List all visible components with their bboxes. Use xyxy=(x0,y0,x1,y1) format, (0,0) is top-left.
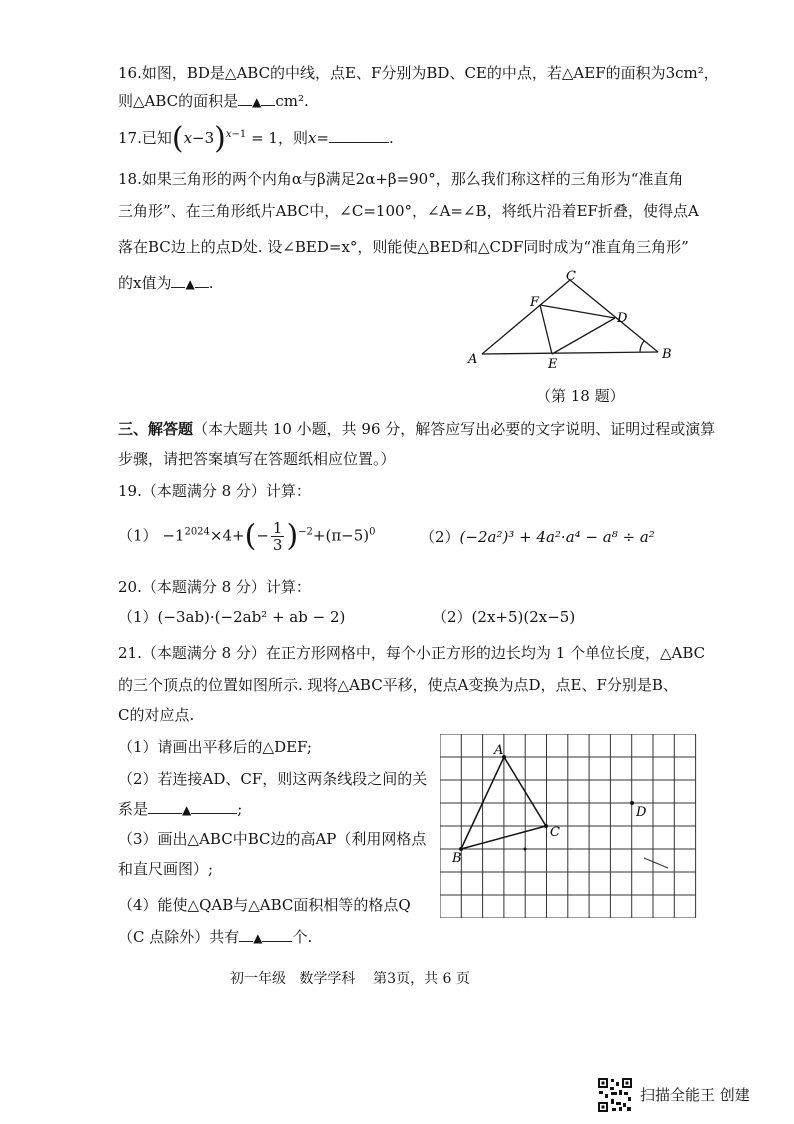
q19-p2-label: （2） xyxy=(420,528,460,546)
q21-line3: C的对应点. xyxy=(118,706,195,724)
q19-p1-exp2: −2 xyxy=(298,526,313,538)
segment-ed xyxy=(552,318,615,354)
q21-s4b-pre: （C 点除外）共有 xyxy=(118,928,240,946)
section3-line1 xyxy=(118,418,715,440)
q16-line1: 16.如图，BD是△ABC的中线，点E、F分别为BD、CE的中点，若△AEF的面积为3cm²， xyxy=(118,64,719,82)
q19-p1-exp: 2024 xyxy=(184,526,210,538)
q19-p2-expr: (−2a²)³ + 4a²·a⁴ − a⁸ ÷ a² xyxy=(459,528,655,546)
q20-part2: （2）(2x+5)(2x−5) xyxy=(432,608,576,626)
grid-label-a: A xyxy=(494,743,504,758)
answer-mark: ▲ xyxy=(185,277,195,291)
grid-label-d: D xyxy=(636,805,647,820)
fold-ef xyxy=(540,305,552,354)
q18-line2: 三角形”、在三角形纸片ABC中，∠C=100°，∠A=∠B，将纸片沿着EF折叠，使得点A xyxy=(118,202,699,220)
label-b: B xyxy=(662,347,672,362)
edge-ab xyxy=(482,352,658,354)
answer-mark: ▲ xyxy=(252,95,262,109)
q19-frac-den: 3 xyxy=(272,536,283,554)
angle-b-arc xyxy=(640,341,644,352)
point-d xyxy=(630,801,634,805)
label-c: C xyxy=(566,269,576,284)
q20-header: 20.（本题满分 8 分）计算： xyxy=(118,578,311,596)
q19-header: 19.（本题满分 8 分）计算： xyxy=(118,482,311,500)
q21-sub3b: 和直尺画图）; xyxy=(118,860,214,878)
q21-sub4b xyxy=(118,926,312,949)
grid-label-b: B xyxy=(452,851,462,866)
label-a: A xyxy=(468,352,478,367)
q20-part1: （1）(−3ab)·(−2ab² + ab − 2) xyxy=(118,608,346,626)
q16-line2-pre: 则△ABC的面积是 xyxy=(118,92,239,110)
q18-line1: 18.如果三角形的两个内角α与β满足2α+β=90°，那么我们称这样的三角形为“准直角 xyxy=(118,170,684,188)
footer-grade: 初一年级 xyxy=(230,971,286,987)
q21-grid-figure xyxy=(440,734,700,918)
section3-line2: 步骤，请把答案填写在答题纸相应位置。） xyxy=(118,450,396,468)
q17-post: = xyxy=(316,129,329,147)
q18-line4: 的x值为 ▲ . xyxy=(118,274,214,292)
label-e: E xyxy=(548,357,558,372)
answer-mark: ▲ xyxy=(182,803,192,817)
q21-s2b-pre: 系是 xyxy=(118,800,149,818)
grid-label-c: C xyxy=(550,825,560,840)
q18-figure xyxy=(460,268,690,378)
q21-sub3a: （3）画出△ABC中BC边的高AP（利用网格点 xyxy=(118,830,427,848)
q21-line2: 的三个顶点的位置如图所示. 现将△ABC平移，使点A变换为点D，点E、F分别是B、 xyxy=(118,676,678,694)
scanner-watermark: 扫描全能王 创建 xyxy=(640,1086,750,1104)
q19-p1-exp3: 0 xyxy=(369,526,376,538)
q19-p1-label: （1） xyxy=(118,526,158,545)
q19-frac-num: 1 xyxy=(272,519,283,537)
q21-sub4a: （4）能使△QAB与△ABC面积相等的格点Q xyxy=(118,896,411,914)
q18-line3: 落在BC边上的点D处. 设∠BED=x°，则能使△BED和△CDF同时成为“准直角三角形” xyxy=(118,238,689,256)
edge-ac xyxy=(482,280,570,354)
q21-sub2a: （2）若连接AD、CF，则这两条线段之间的关 xyxy=(118,770,428,788)
answer-mark: ▲ xyxy=(253,931,263,945)
q16-line2 xyxy=(118,90,309,113)
q18-caption: （第 18 题） xyxy=(536,387,625,405)
label-f: F xyxy=(530,295,540,310)
q21-line1: 21.（本题满分 8 分）在正方形网格中，每个小正方形的边长均为 1 个单位长度，△ABC xyxy=(118,644,706,662)
label-d: D xyxy=(617,311,628,326)
point-c xyxy=(544,824,548,828)
q18-line4-pre: 的x值为 xyxy=(118,274,172,292)
q19-part1: $(1) -1^{2024}\times 4+(-$ $\frac{1}{3}$ )$^{-2}+(\pi-5)^0$ xyxy=(118,518,376,554)
q17-eq: = 1，则 xyxy=(251,129,308,147)
q21-sub1: （1）请画出平移后的△DEF; xyxy=(118,738,312,756)
section3-heading: 三、解答题 xyxy=(118,420,194,438)
q17-line: 17.已知$(x-3)^{x-1} = 1$，则x= . xyxy=(118,121,394,156)
q19-p1-c: +(π−5) xyxy=(312,526,370,545)
q19-p1-b: ×4+ xyxy=(209,526,245,545)
q21-s4b-post: 个. xyxy=(292,928,313,946)
q19-p1-a: −1 xyxy=(162,526,185,545)
q17-pre: 17.已知 xyxy=(118,129,172,147)
q19-part2 xyxy=(420,526,655,548)
footer-subject: 数学学科 xyxy=(299,971,356,987)
grid-dot xyxy=(524,848,527,851)
qr-code-icon xyxy=(597,1077,633,1113)
page-footer xyxy=(230,968,470,988)
q16-line2-post: cm². xyxy=(275,92,309,110)
edge-cb xyxy=(570,280,658,352)
q21-sub2b: 系是 ▲ ; xyxy=(118,800,243,818)
q17-var: x xyxy=(307,129,317,147)
footer-page: 第3页，共 6 页 xyxy=(373,971,470,987)
pencil-mark xyxy=(644,858,668,868)
section3-desc: （本大题共 10 小题，共 96 分，解答应写出必要的文字说明、证明过程或演算 xyxy=(193,420,716,438)
